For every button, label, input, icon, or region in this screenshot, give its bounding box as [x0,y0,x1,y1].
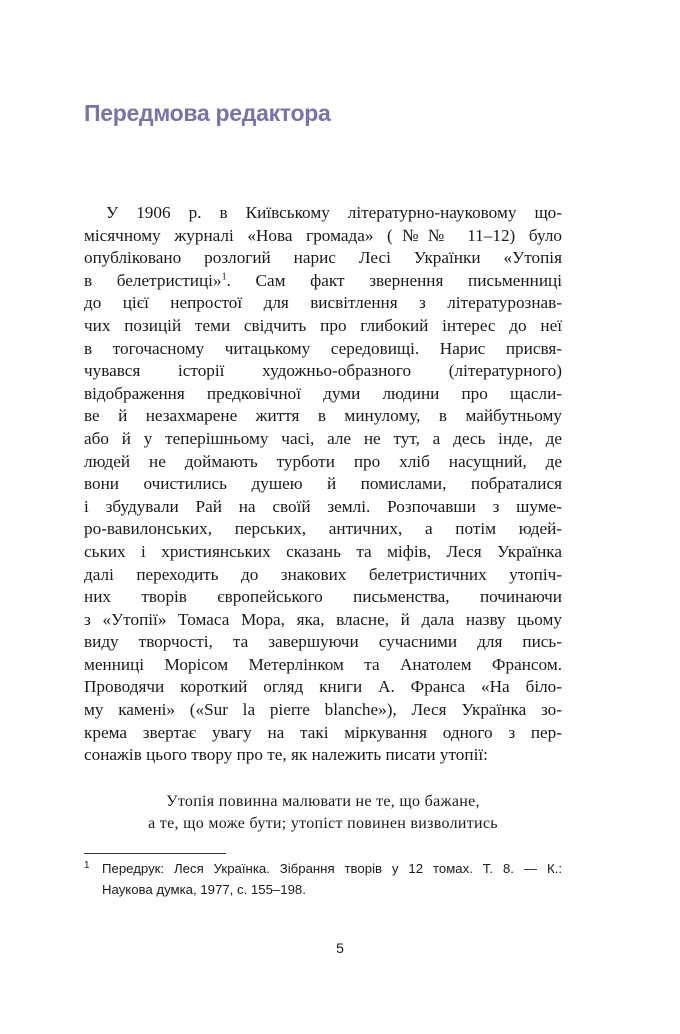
paragraph-line-part: в белетристиці» [84,270,222,290]
quote-line: а те, що може бути; утопіст повинен визволитись [148,815,498,832]
paragraph-line: У 1906 р. в Київському літературно-науковому що- [106,203,562,222]
paragraph-line: відображення предковічної думи людини про щасли- [84,383,562,403]
footnote-text [84,858,562,900]
paragraph-line: чих позицій теми свідчить про глибокий інтерес до неї [84,315,562,335]
paragraph-line: людей не доймають турботи про хліб насущний, де [84,451,562,471]
paragraph-line: му камені» («Sur la pierre blanche»), Леся Українка зо- [84,700,562,720]
footnote-reference[interactable]: 1 [221,271,227,283]
paragraph-line: далі переходить до знакових белетристичних утопіч- [84,564,562,584]
paragraph-line: в тогочасному читацькому середовищі. Нарис присвя- [84,338,562,358]
paragraph-line: до цієї непростої для висвітлення з літературознав- [84,293,562,313]
block-quote [84,791,562,835]
paragraph-line: і збудували Рай на своїй землі. Розпочавши з шуме- [84,496,562,516]
body-paragraph [84,202,562,767]
paragraph-line: місячному журналі «Нова громада» (№№ 11–12) було [84,225,562,245]
paragraph-line-part: . Сам факт звернення письменниці [226,270,562,290]
page-number: 5 [336,940,344,956]
footnote-line: Наукова думка, 1977, с. 155–198. [102,882,306,897]
footnote [84,858,562,900]
paragraph-line: опубліковано розлогий нарис Лесі Українки «Утопія [84,248,562,268]
paragraph-line: ро-вавилонських, перських, античних, а потім юдей- [84,519,562,539]
paragraph-line: них творів європейського письменства, починаючи [84,587,562,607]
paragraph-line: менниці Морісом Метерлінком та Анатолем Франсом. [84,654,562,674]
quote-line: Утопія повинна малювати не те, що бажане, [166,793,480,810]
paragraph-line: чувався історії художньо-образного (літературного) [84,361,562,381]
paragraph-line: або й у теперішньому часі, але не тут, а десь інде, де [84,428,562,448]
paragraph-line-with-footnote [84,270,562,293]
paragraph-line: сонажів цього твору про те, як належить писати утопії: [84,745,488,765]
paragraph-line: крема звертає увагу на такі міркування одного з пер- [84,722,562,742]
footnote-divider [84,853,226,854]
paragraph-line: вони очистились душею й помислами, побраталися [84,474,562,494]
page-title: Передмова редактора [84,100,331,126]
paragraph-line: виду творчості, та завершуючи сучасними для пись- [84,632,562,652]
footnote-mark: 1 [84,860,90,871]
paragraph-line: з «Утопії» Томаса Мора, яка, власне, й дала назву цьому [84,609,562,629]
paragraph-line: ве й незахмарене життя в минулому, в майбутньому [84,406,562,426]
paragraph-line: Проводячи короткий огляд книги А. Франса «На біло- [84,677,562,697]
footnote-line: Передрук: Леся Українка. Зібрання творів у 12 томах. Т. 8. — К.: [102,861,562,876]
paragraph-line: ських і християнських сказань та міфів, Леся Українка [84,541,562,561]
